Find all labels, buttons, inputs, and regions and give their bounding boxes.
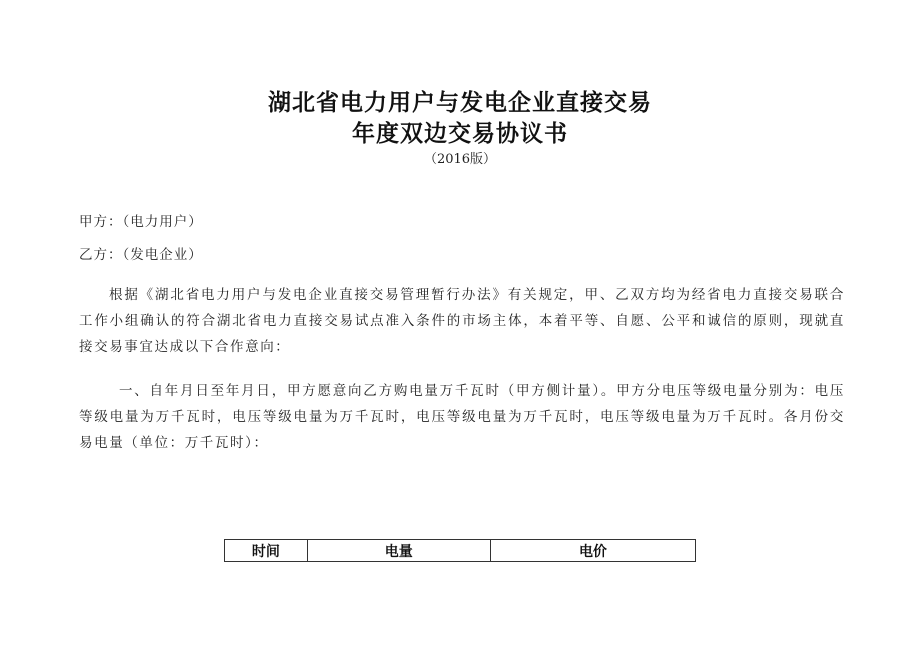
monthly-volume-table	[224, 539, 696, 562]
party-b-label: 乙方：（发电企业）	[79, 247, 203, 263]
clause-1-paragraph: 一、自年月日至年月日，甲方愿意向乙方购电量万千瓦时（甲方侧计量）。甲方分电压等级电量分别为：电压等级电量为万千瓦时，电压等级电量为万千瓦时，电压等级电量为万千瓦时，电压等级电量为万千瓦时。各月份交易电量（单位：万千瓦时）：	[79, 383, 845, 451]
table-header-time: 时间	[225, 540, 308, 561]
table-header-quantity: 电量	[308, 540, 491, 561]
preamble-paragraph: 根据《湖北省电力用户与发电企业直接交易管理暂行办法》有关规定，甲、乙双方均为经省电力直接交易联合工作小组确认的符合湖北省电力直接交易试点准入条件的市场主体，本着平等、自愿、公平和诚信的原则，现就直接交易事宜达成以下合作意向：	[79, 287, 845, 355]
party-a-label: 甲方：（电力用户）	[79, 214, 203, 230]
document-title-line-1: 湖北省电力用户与发电企业直接交易	[268, 90, 652, 116]
document-edition: （2016版）	[423, 152, 497, 167]
document-title-line-2: 年度双边交易协议书	[352, 121, 568, 147]
table-header-price: 电价	[578, 543, 607, 560]
